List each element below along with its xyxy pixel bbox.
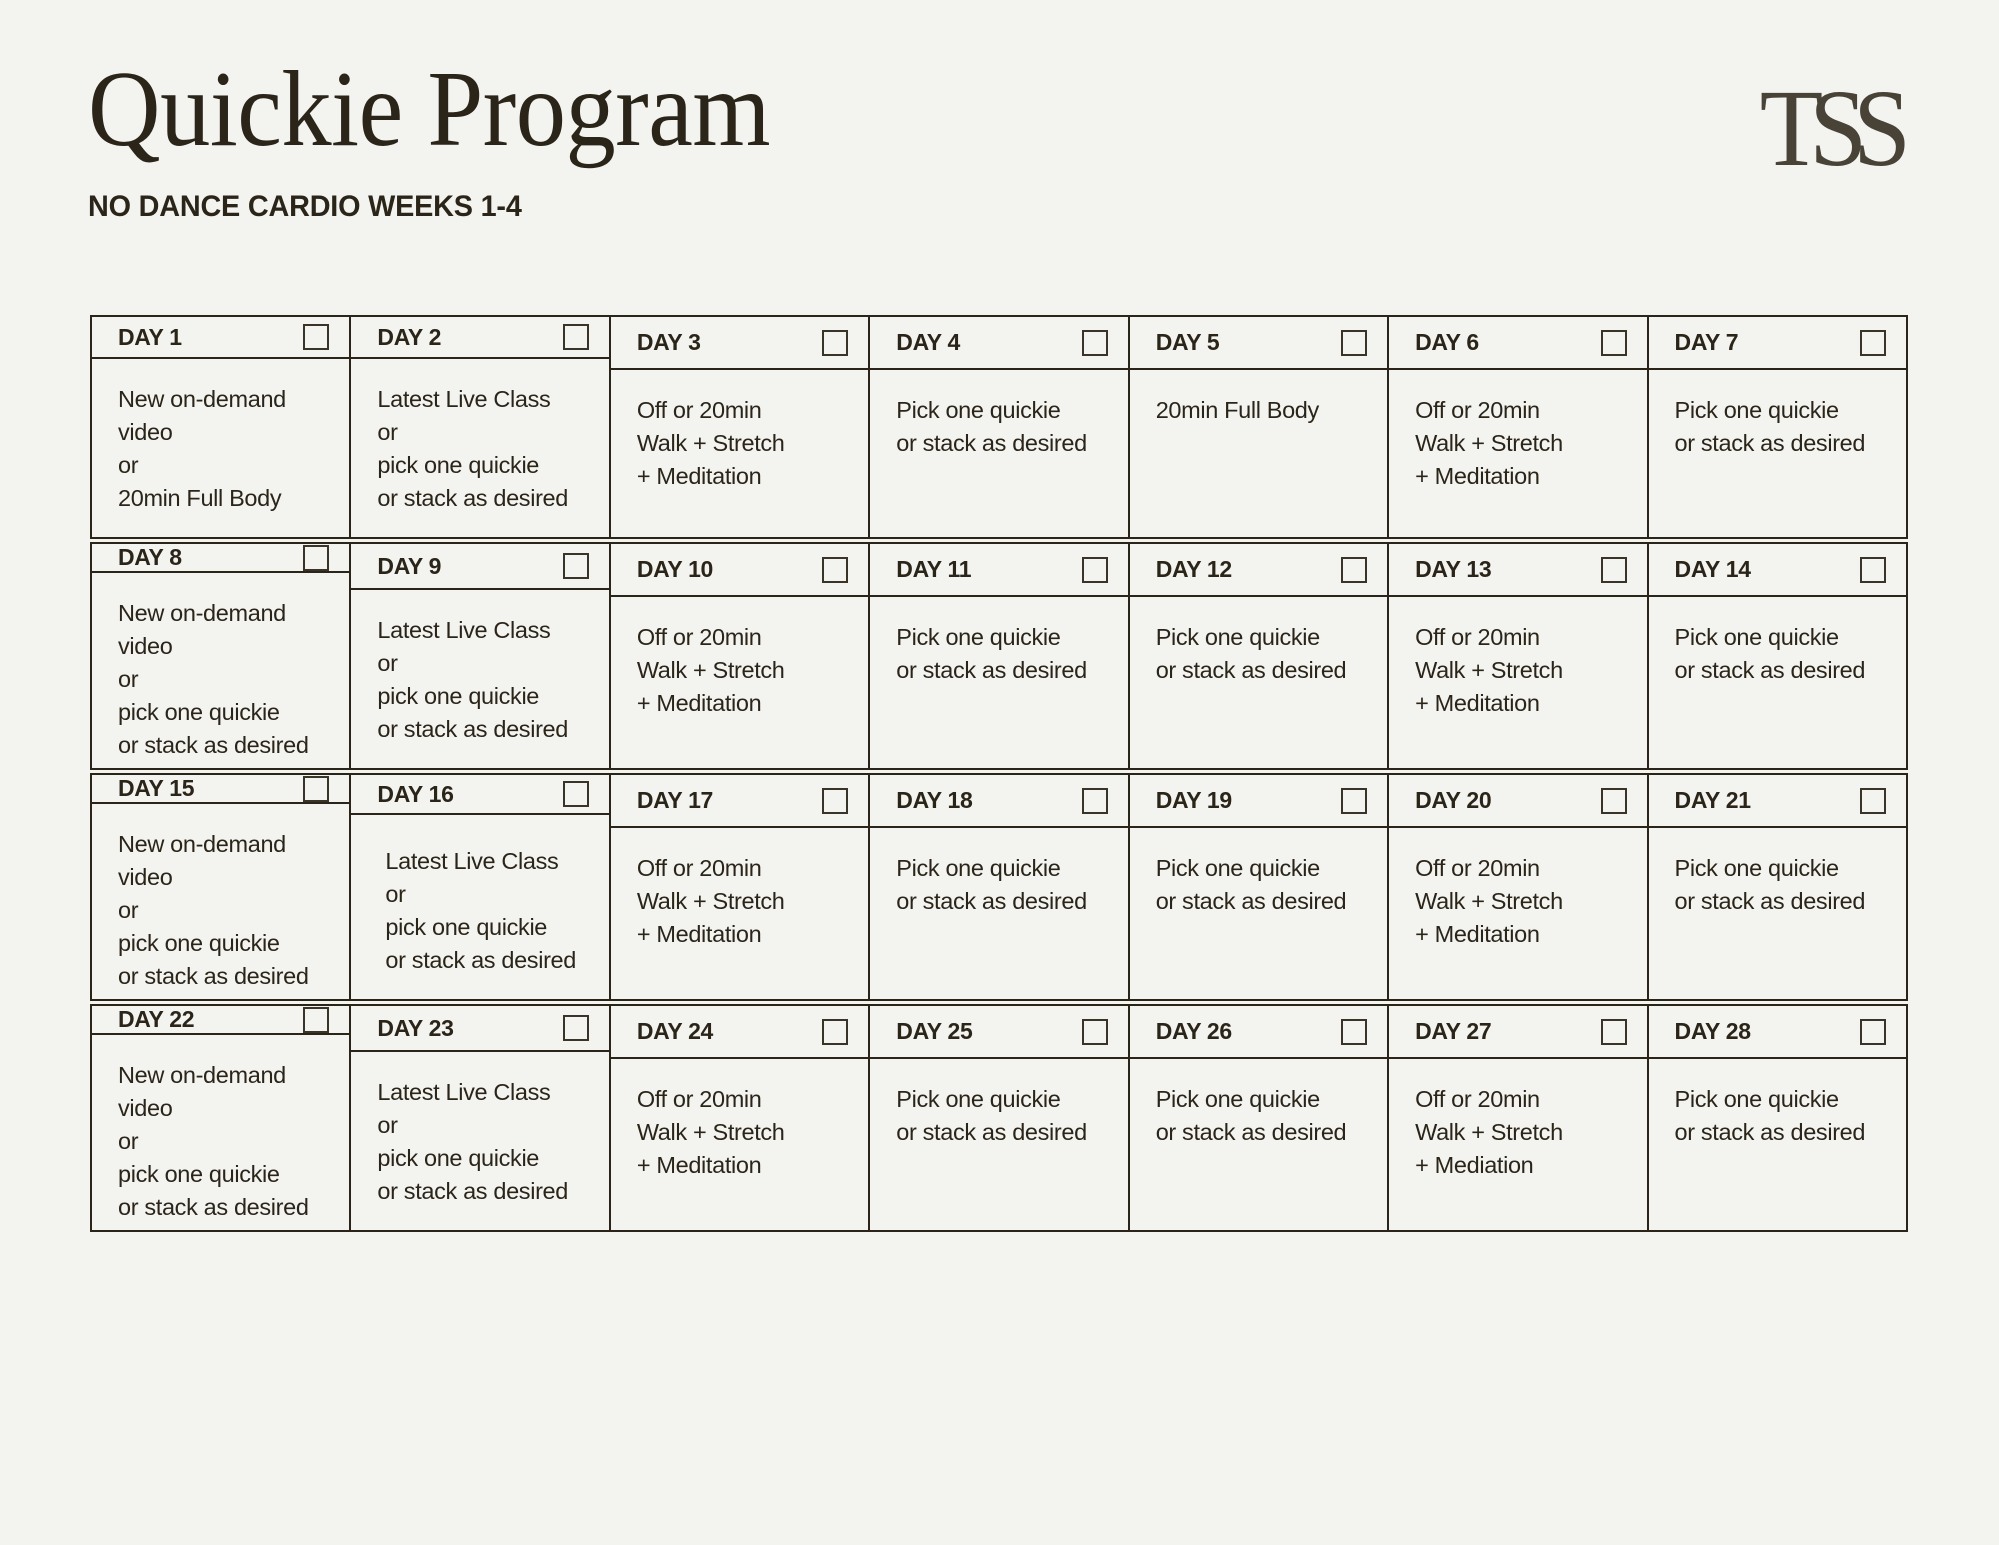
- day-label: DAY 3: [636, 329, 701, 355]
- day-cell: [1649, 1006, 1908, 1232]
- page-subtitle: NO DANCE CARDIO WEEKS 1-4: [88, 190, 522, 223]
- day-activity-text: New on-demand video or pick one quickie or stack as desired: [118, 1062, 309, 1220]
- day-body: [870, 370, 1127, 537]
- day-complete-checkbox[interactable]: [1601, 557, 1627, 583]
- day-body: [1130, 828, 1387, 999]
- day-activity-text: Pick one quickie or stack as desired: [896, 1086, 1087, 1145]
- day-label: DAY 18: [896, 787, 973, 813]
- day-complete-checkbox[interactable]: [1601, 1019, 1627, 1045]
- day-header: [611, 1006, 868, 1059]
- day-cell: [1130, 1006, 1389, 1232]
- day-complete-checkbox[interactable]: [822, 330, 848, 356]
- day-label: DAY 27: [1415, 1018, 1492, 1044]
- day-header: [351, 544, 608, 590]
- day-activity-text: Pick one quickie or stack as desired: [1674, 624, 1866, 683]
- day-label: DAY 15: [118, 775, 195, 801]
- day-header: [870, 317, 1127, 370]
- day-label: DAY 2: [377, 323, 442, 350]
- day-activity-text: Off or 20min Walk + Stretch + Meditation: [1415, 397, 1563, 489]
- day-label: DAY 8: [118, 544, 182, 570]
- day-body: [1649, 597, 1906, 768]
- day-label: DAY 25: [896, 1018, 973, 1044]
- day-header: [870, 1006, 1127, 1059]
- day-activity-text: Pick one quickie or stack as desired: [1674, 855, 1866, 914]
- day-body: [611, 1059, 868, 1230]
- day-header: [1130, 317, 1387, 370]
- day-body: [1389, 828, 1646, 999]
- day-body: [1389, 1059, 1646, 1230]
- calendar-grid: [90, 315, 1908, 1232]
- day-activity-text: New on-demand video or 20min Full Body: [118, 386, 286, 511]
- day-header: [1130, 775, 1387, 828]
- day-complete-checkbox[interactable]: [563, 553, 589, 579]
- day-complete-checkbox[interactable]: [1341, 557, 1367, 583]
- day-cell: [611, 775, 870, 1001]
- day-body: [1649, 828, 1906, 999]
- day-activity-text: Latest Live Class or pick one quickie or stack as desired: [385, 848, 576, 973]
- day-complete-checkbox[interactable]: [1601, 330, 1627, 356]
- day-activity-text: Pick one quickie or stack as desired: [1674, 397, 1866, 456]
- day-activity-text: 20min Full Body: [1155, 397, 1319, 423]
- day-cell: [870, 775, 1129, 1001]
- day-complete-checkbox[interactable]: [1341, 330, 1367, 356]
- day-body: [351, 1052, 608, 1230]
- day-complete-checkbox[interactable]: [563, 324, 589, 350]
- day-label: DAY 21: [1674, 787, 1751, 813]
- day-activity-text: Off or 20min Walk + Stretch + Meditation: [1415, 624, 1563, 716]
- day-body: [1389, 370, 1646, 537]
- day-label: DAY 22: [118, 1006, 195, 1032]
- day-label: DAY 9: [377, 552, 442, 579]
- day-label: DAY 11: [896, 556, 972, 582]
- day-complete-checkbox[interactable]: [822, 1019, 848, 1045]
- day-header: [1389, 544, 1646, 597]
- day-body: [351, 815, 608, 999]
- day-label: DAY 4: [896, 329, 960, 355]
- day-complete-checkbox[interactable]: [822, 557, 848, 583]
- day-header: [92, 544, 349, 573]
- day-cell: [870, 1006, 1129, 1232]
- day-body: [1130, 1059, 1387, 1230]
- day-body: [1649, 1059, 1906, 1230]
- day-body: [92, 573, 349, 784]
- day-complete-checkbox[interactable]: [1860, 788, 1886, 814]
- day-body: [92, 359, 349, 537]
- day-cell: [870, 317, 1129, 539]
- day-label: DAY 6: [1415, 329, 1479, 355]
- day-cell: [1649, 317, 1908, 539]
- day-activity-text: Pick one quickie or stack as desired: [896, 624, 1087, 683]
- day-body: [1130, 597, 1387, 768]
- day-complete-checkbox[interactable]: [303, 776, 329, 802]
- day-activity-text: Pick one quickie or stack as desired: [896, 397, 1087, 456]
- day-activity-text: Off or 20min Walk + Stretch + Meditation: [1415, 855, 1563, 947]
- day-cell: [351, 544, 610, 770]
- week-row: [90, 1004, 1908, 1232]
- day-cell: [1649, 544, 1908, 770]
- day-cell: [611, 1006, 870, 1232]
- page-title: Quickie Program: [88, 50, 770, 169]
- week-row: [90, 773, 1908, 1001]
- day-label: DAY 13: [1415, 556, 1492, 582]
- day-cell: [351, 1006, 610, 1232]
- day-cell: [1389, 775, 1648, 1001]
- day-activity-text: Pick one quickie or stack as desired: [1155, 1086, 1347, 1145]
- day-complete-checkbox[interactable]: [1860, 557, 1886, 583]
- day-cell: [92, 1006, 351, 1232]
- day-cell: [1130, 544, 1389, 770]
- week-row: [90, 542, 1908, 770]
- day-complete-checkbox[interactable]: [1341, 788, 1367, 814]
- day-label: DAY 28: [1674, 1018, 1751, 1044]
- day-label: DAY 16: [377, 780, 454, 807]
- day-activity-text: Off or 20min Walk + Stretch + Meditation: [636, 855, 785, 947]
- day-header: [870, 544, 1127, 597]
- day-label: DAY 23: [377, 1014, 454, 1041]
- day-activity-text: Pick one quickie or stack as desired: [1155, 624, 1347, 683]
- day-header: [1389, 1006, 1646, 1059]
- day-label: DAY 14: [1674, 556, 1751, 582]
- day-cell: [1389, 317, 1648, 539]
- day-header: [1389, 317, 1646, 370]
- day-label: DAY 5: [1155, 329, 1220, 355]
- day-activity-text: New on-demand video or pick one quickie or stack as desired: [118, 600, 309, 758]
- day-complete-checkbox[interactable]: [1082, 330, 1108, 356]
- day-cell: [1649, 775, 1908, 1001]
- day-activity-text: Latest Live Class or pick one quickie or stack as desired: [377, 617, 568, 742]
- day-activity-text: New on-demand video or pick one quickie or stack as desired: [118, 831, 309, 989]
- day-activity-text: Pick one quickie or stack as desired: [1674, 1086, 1866, 1145]
- day-label: DAY 24: [636, 1018, 714, 1044]
- day-complete-checkbox[interactable]: [1082, 788, 1108, 814]
- day-complete-checkbox[interactable]: [563, 1015, 589, 1041]
- day-cell: [611, 544, 870, 770]
- day-complete-checkbox[interactable]: [303, 324, 329, 350]
- day-header: [92, 775, 349, 804]
- day-cell: [92, 775, 351, 1001]
- day-complete-checkbox[interactable]: [303, 1007, 329, 1033]
- day-cell: [1130, 317, 1389, 539]
- day-cell: [92, 317, 351, 539]
- day-label: DAY 26: [1155, 1018, 1232, 1044]
- day-header: [1649, 317, 1906, 370]
- day-header: [351, 317, 608, 359]
- day-header: [611, 317, 868, 370]
- day-complete-checkbox[interactable]: [1082, 557, 1108, 583]
- day-complete-checkbox[interactable]: [1601, 788, 1627, 814]
- day-label: DAY 7: [1674, 329, 1739, 355]
- day-label: DAY 10: [636, 556, 714, 582]
- day-label: DAY 19: [1155, 787, 1232, 813]
- day-cell: [351, 775, 610, 1001]
- day-body: [870, 828, 1127, 999]
- day-complete-checkbox[interactable]: [1860, 1019, 1886, 1045]
- tss-logo: TSS: [1759, 67, 1897, 190]
- day-body: [870, 1059, 1127, 1230]
- week-row: [90, 315, 1908, 539]
- day-body: [870, 597, 1127, 768]
- day-body: [611, 597, 868, 768]
- day-body: [1130, 370, 1387, 537]
- day-label: DAY 20: [1415, 787, 1492, 813]
- day-activity-text: Pick one quickie or stack as desired: [1155, 855, 1347, 914]
- day-header: [351, 1006, 608, 1052]
- day-complete-checkbox[interactable]: [1860, 330, 1886, 356]
- day-label: DAY 12: [1155, 556, 1232, 582]
- day-complete-checkbox[interactable]: [563, 781, 589, 807]
- day-activity-text: Off or 20min Walk + Stretch + Meditation: [636, 397, 785, 489]
- day-activity-text: Latest Live Class or pick one quickie or stack as desired: [377, 1079, 568, 1204]
- day-body: [351, 359, 608, 537]
- day-body: [1389, 597, 1646, 768]
- day-cell: [1389, 544, 1648, 770]
- day-activity-text: Latest Live Class or pick one quickie or stack as desired: [377, 386, 568, 511]
- day-header: [92, 1006, 349, 1035]
- day-header: [92, 317, 349, 359]
- day-header: [1130, 1006, 1387, 1059]
- day-body: [351, 590, 608, 768]
- day-header: [351, 775, 608, 815]
- day-activity-text: Pick one quickie or stack as desired: [896, 855, 1087, 914]
- title-block: [88, 50, 821, 224]
- day-header: [611, 544, 868, 597]
- day-header: [870, 775, 1127, 828]
- day-complete-checkbox[interactable]: [822, 788, 848, 814]
- day-activity-text: Off or 20min Walk + Stretch + Mediation: [1415, 1086, 1563, 1178]
- day-body: [92, 1035, 349, 1246]
- day-complete-checkbox[interactable]: [1082, 1019, 1108, 1045]
- day-cell: [611, 317, 870, 539]
- day-header: [611, 775, 868, 828]
- day-body: [1649, 370, 1906, 537]
- day-label: DAY 1: [118, 323, 182, 350]
- day-activity-text: Off or 20min Walk + Stretch + Meditation: [636, 1086, 785, 1178]
- day-header: [1649, 544, 1906, 597]
- day-body: [92, 804, 349, 1015]
- day-cell: [92, 544, 351, 770]
- day-body: [611, 370, 868, 537]
- day-complete-checkbox[interactable]: [303, 545, 329, 571]
- page-header: [88, 50, 1911, 256]
- day-body: [611, 828, 868, 999]
- day-complete-checkbox[interactable]: [1341, 1019, 1367, 1045]
- day-header: [1649, 775, 1906, 828]
- day-cell: [1130, 775, 1389, 1001]
- day-cell: [1389, 1006, 1648, 1232]
- day-activity-text: Off or 20min Walk + Stretch + Meditation: [636, 624, 785, 716]
- day-header: [1389, 775, 1646, 828]
- day-header: [1130, 544, 1387, 597]
- day-cell: [870, 544, 1129, 770]
- day-cell: [351, 317, 610, 539]
- day-header: [1649, 1006, 1906, 1059]
- day-label: DAY 17: [636, 787, 714, 813]
